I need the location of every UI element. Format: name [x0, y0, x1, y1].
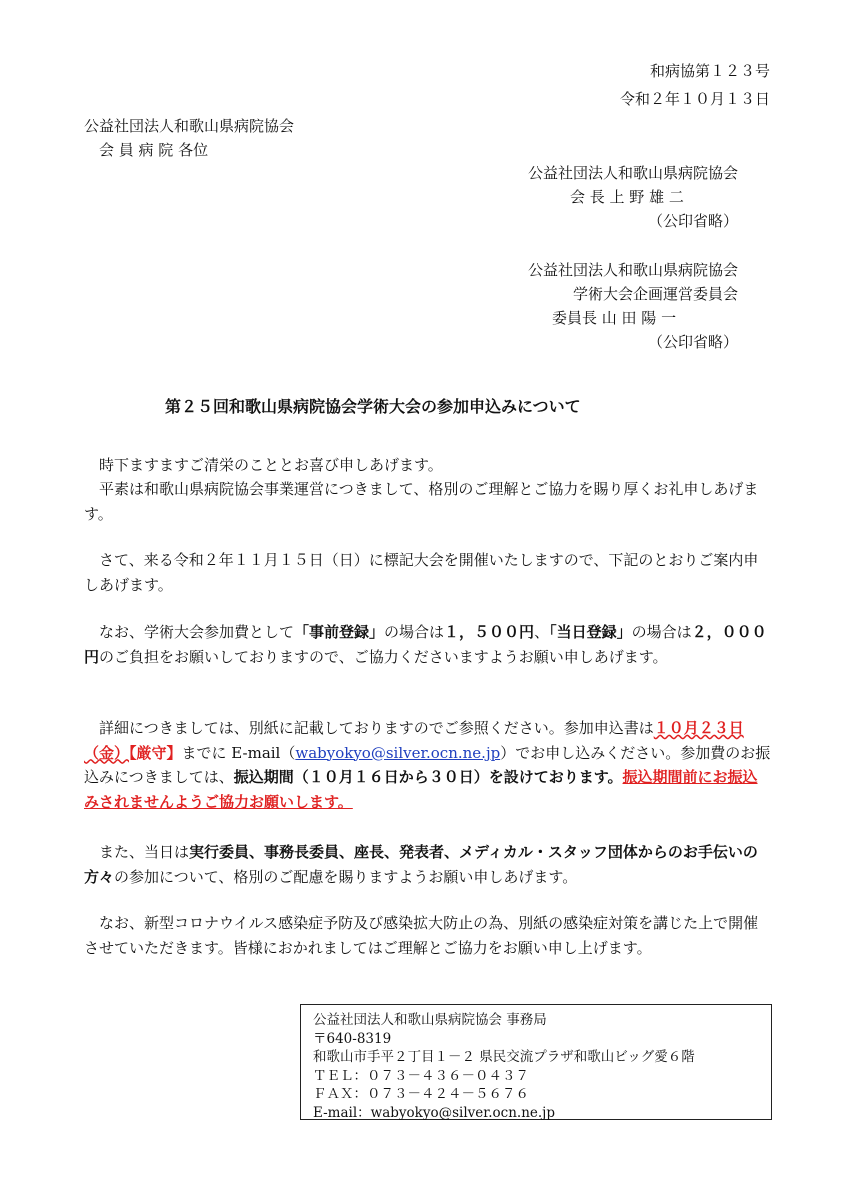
participants-text-1: また、当日は — [99, 843, 190, 861]
fee-pre-amount: １，５００円 — [444, 623, 535, 641]
fee-text-4: の場合は — [631, 623, 692, 641]
paragraph-participants — [84, 840, 772, 889]
paragraph-fee — [84, 620, 772, 669]
fee-text-3: 、 — [534, 623, 550, 641]
sender1-seal: （公印省略） — [648, 212, 739, 230]
paragraph-greeting: 時下ますますご清栄のこととお喜び申しあげます。 — [99, 456, 443, 474]
recipient-members: 会 員 病 院 各位 — [99, 141, 209, 159]
participants-list: 実行委員、事務長委員、座長、発表者、メディカル・スタッフ団体からのお手伝いの方々 — [84, 843, 758, 886]
email-link[interactable]: wabyokyo@silver.ocn.ne.jp — [295, 743, 501, 762]
fee-text-5: のご負担をお願いしておりますので、ご協力くださいますようお願い申しあげます。 — [99, 647, 668, 666]
fee-text-2: の場合は — [384, 623, 445, 641]
document-title: 第２５回和歌山県病院協会学術大会の参加申込みについて — [165, 397, 581, 416]
document-date: 令和２年１０月１３日 — [619, 90, 770, 108]
contact-org: 公益社団法人和歌山県病院協会 事務局 — [313, 1012, 547, 1028]
sender1-org: 公益社団法人和歌山県病院協会 — [528, 164, 739, 182]
recipient-org: 公益社団法人和歌山県病院協会 — [84, 117, 295, 135]
sender2-name: 委員長 山 田 陽 一 — [552, 309, 677, 327]
contact-address: 和歌山市手平２丁目１－２ 県民交流プラザ和歌山ビッグ愛６階 — [313, 1049, 695, 1065]
fee-text-1: なお、学術大会参加費として — [99, 623, 295, 641]
details-text-3: ）でお申し込みください。参加費のお振込みにつきましては、 — [84, 743, 771, 786]
contact-box — [300, 1004, 772, 1120]
fee-day-registration: 「当日登録」 — [549, 623, 632, 641]
payment-warning: 振込期間前にお振込みされませんようご協力お願いします。 — [84, 768, 758, 811]
details-text-2: までに E-mail（ — [181, 743, 296, 762]
contact-fax: ＦＡＸ：０７３－４２４－５６７６ — [313, 1086, 529, 1102]
paragraph-covid: なお、新型コロナウイルス感染症予防及び感染拡大防止の為、別紙の感染症対策を講じた上で開催させていただきます。皆様におかれましてはご理解とご協力をお願い申し上げます。 — [84, 914, 759, 957]
details-text-1: 詳細につきましては、別紙に記載しておりますのでご参照ください。参加申込書は — [99, 719, 654, 737]
paragraph-announcement: さて、来る令和２年１１月１５日（日）に標記大会を開催いたしますので、下記のとおりご案内申しあげます。 — [84, 551, 759, 594]
sender1-name: 会 長 上 野 雄 二 — [570, 188, 684, 206]
fee-pre-registration: 「事前登録」 — [294, 623, 385, 641]
paragraph-details — [84, 716, 772, 814]
fee-day-amount: ２，０００円 — [84, 623, 767, 666]
contact-tel: ＴＥＬ：０７３－４３６－０４３７ — [313, 1067, 529, 1084]
sender2-org: 公益社団法人和歌山県病院協会 — [528, 261, 739, 279]
deadline-date: １０月２３日（金） — [84, 719, 744, 762]
document-number: 和病協第１２３号 — [649, 62, 770, 80]
paragraph-thanks: 平素は和歌山県病院協会事業運営につきまして、格別のご理解とご協力を賜り厚くお礼申しあげます。 — [84, 480, 759, 523]
participants-text-2: の参加について、格別のご配慮を賜りますようお願い申しあげます。 — [114, 867, 578, 886]
contact-email: E-mail：wabyokyo@silver.ocn.ne.jp — [313, 1104, 556, 1121]
sender2-seal: （公印省略） — [648, 333, 739, 351]
payment-period: 振込期間（１０月１６日から３０日）を設けております。 — [233, 768, 623, 786]
contact-postal: 〒640-8319 — [313, 1030, 392, 1047]
deadline-strict: 【厳守】 — [129, 743, 182, 762]
sender2-committee: 学術大会企画運営委員会 — [573, 285, 739, 303]
